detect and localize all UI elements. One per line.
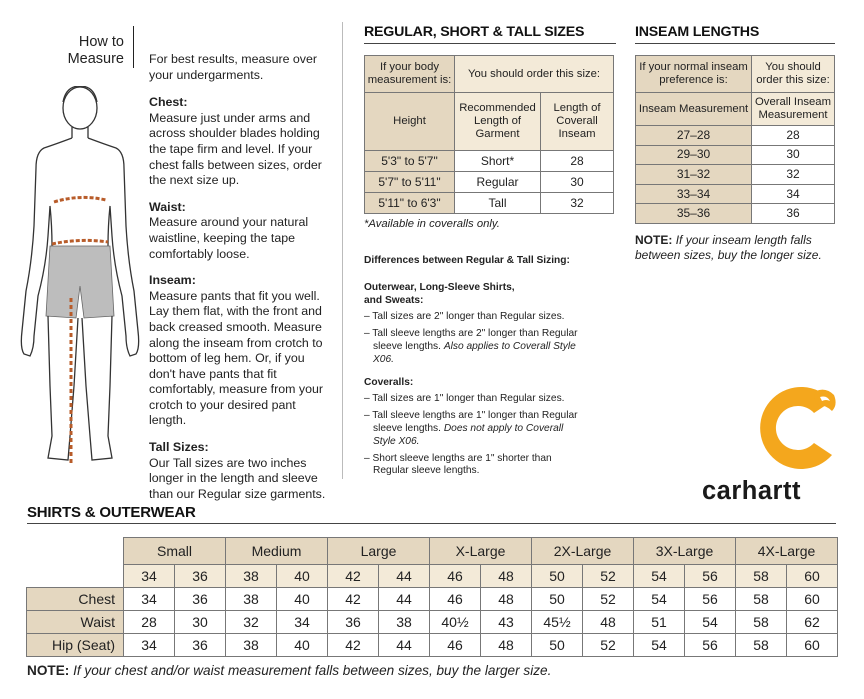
measurement-cell: 36 xyxy=(175,588,226,611)
measurement-cell: 60 xyxy=(787,634,838,657)
list-item: – Tall sizes are 1" longer than Regular sizes. xyxy=(364,393,565,405)
measurement-cell: 48 xyxy=(583,611,634,634)
inseam-note xyxy=(635,233,835,263)
measurement-cell: 58 xyxy=(736,588,787,611)
measurement-cell: 48 xyxy=(481,588,532,611)
coverall-cell: 28 xyxy=(541,151,614,172)
differences-heading: Differences between Regular & Tall Sizing: xyxy=(364,255,570,266)
header-inseam-measurement: Inseam Measurement xyxy=(636,93,752,126)
measurement-cell: 40 xyxy=(277,588,328,611)
inseam-order-cell: 34 xyxy=(752,184,835,204)
measurement-cell: 48 xyxy=(481,634,532,657)
header-coverall-inseam: Length of Coverall Inseam xyxy=(541,93,614,151)
inseam-table xyxy=(635,55,835,224)
measurement-cell: 50 xyxy=(532,634,583,657)
outerwear-group xyxy=(364,282,584,367)
outerwear-title-line2: and Sweats: xyxy=(364,294,424,306)
inseam-order-cell: 28 xyxy=(752,126,835,146)
header-if-measurement: If your body measurement is: xyxy=(365,56,455,93)
size-number: 40 xyxy=(277,565,328,588)
inseam-title: INSEAM LENGTHS xyxy=(635,24,760,40)
measurement-cell: 36 xyxy=(175,634,226,657)
size-number: 60 xyxy=(787,565,838,588)
carhartt-c-logo xyxy=(754,383,836,473)
inseam-instructions xyxy=(149,273,331,429)
header-order-size: You should order this size: xyxy=(455,56,614,93)
size-number: 54 xyxy=(634,565,685,588)
size-number: 42 xyxy=(328,565,379,588)
garment-cell: Tall xyxy=(455,193,541,214)
carhartt-wordmark: carhartt xyxy=(702,477,801,505)
coveralls-group xyxy=(364,377,584,479)
shirts-outerwear-table xyxy=(26,537,838,657)
waist-text: Measure around your natural waistline, keeping the tape comfortably loose. xyxy=(149,215,309,261)
inseam-note-text: If your inseam length falls between sizes, buy the longer size. xyxy=(635,233,822,262)
measurement-cell: 58 xyxy=(736,611,787,634)
table-row xyxy=(365,172,614,193)
table-row xyxy=(636,165,835,185)
body-figure-illustration xyxy=(16,86,144,471)
measurement-cell: 32 xyxy=(226,611,277,634)
table-row xyxy=(27,588,838,611)
measurement-cell: 30 xyxy=(175,611,226,634)
coverall-cell: 32 xyxy=(541,193,614,214)
list-item: – Short sleeve lengths are 1" shorter than Regular sleeve lengths. xyxy=(364,452,552,477)
measurement-cell: 28 xyxy=(124,611,175,634)
shirts-title: SHIRTS & OUTERWEAR xyxy=(27,504,196,521)
garment-cell: Short* xyxy=(455,151,541,172)
tall-sizes-instructions xyxy=(149,440,331,502)
inseam-pref-cell: 31–32 xyxy=(636,165,752,185)
chest-text: Measure just under arms and across shoulder blades holding the tape firm and level. If your chest falls between sizes, order the next size up. xyxy=(149,110,322,188)
height-cell: 5'11" to 6'3" xyxy=(365,193,455,214)
height-cell: 5'7" to 5'11" xyxy=(365,172,455,193)
instructions-intro: For best results, measure over your undergarments. xyxy=(149,52,318,82)
measurement-cell: 44 xyxy=(379,588,430,611)
size-number: 36 xyxy=(175,565,226,588)
size-number: 46 xyxy=(430,565,481,588)
column-divider xyxy=(342,22,343,479)
how-to-measure-title xyxy=(40,34,124,68)
size-header: Large xyxy=(328,538,430,565)
inseam-pref-cell: 27–28 xyxy=(636,126,752,146)
inseam-order-cell: 32 xyxy=(752,165,835,185)
garment-cell: Regular xyxy=(455,172,541,193)
size-header: X-Large xyxy=(430,538,532,565)
waist-heading: Waist: xyxy=(149,199,186,214)
measurement-cell: 36 xyxy=(328,611,379,634)
measurement-cell: 60 xyxy=(787,588,838,611)
header-inseam-order: You should order this size: xyxy=(752,56,835,93)
size-number: 44 xyxy=(379,565,430,588)
measurement-cell: 42 xyxy=(328,634,379,657)
inseam-text: Measure pants that fit you well. Lay them flat, with the front and back creased smooth. Measure along the inseam from crotch to bottom of leg hem. Or, if you don't have pants that fit comfortably, measure from your crotch to your desired pant length. xyxy=(149,288,323,428)
inseam-title-underline xyxy=(635,43,835,44)
size-number: 52 xyxy=(583,565,634,588)
tall-sizes-heading: Tall Sizes: xyxy=(149,440,209,455)
chest-instructions xyxy=(149,95,331,189)
sizing-differences xyxy=(364,255,584,488)
header-garment-length: Recommended Length of Garment xyxy=(455,93,541,151)
shirts-note xyxy=(27,663,551,678)
measurement-cell: 56 xyxy=(685,588,736,611)
list-item: – Tall sizes are 2" longer than Regular sizes. xyxy=(364,311,565,323)
measurement-cell: 38 xyxy=(226,588,277,611)
measurement-cell: 54 xyxy=(634,634,685,657)
blank-corner xyxy=(27,538,124,565)
measurement-cell: 44 xyxy=(379,634,430,657)
outerwear-title-line1: Outerwear, Long-Sleeve Shirts, xyxy=(364,281,515,293)
size-header: 4X-Large xyxy=(736,538,838,565)
measurement-cell: 46 xyxy=(430,588,481,611)
measurement-cell: 34 xyxy=(277,611,328,634)
table-row xyxy=(27,611,838,634)
measurement-cell: 38 xyxy=(379,611,430,634)
measurement-cell: 51 xyxy=(634,611,685,634)
shirts-note-text: If your chest and/or waist measurement falls between sizes, buy the larger size. xyxy=(73,663,552,678)
measurement-cell: 58 xyxy=(736,634,787,657)
measurement-cell: 34 xyxy=(124,588,175,611)
blank-corner xyxy=(27,565,124,588)
tall-sizes-text: Our Tall sizes are two inches longer in the length and sleeve than our Regular size garments. xyxy=(149,455,326,501)
measurement-cell: 54 xyxy=(634,588,685,611)
table-row xyxy=(636,145,835,165)
inseam-order-cell: 30 xyxy=(752,145,835,165)
table-row xyxy=(365,151,614,172)
table-row xyxy=(636,184,835,204)
measurement-cell: 52 xyxy=(583,588,634,611)
size-number: 50 xyxy=(532,565,583,588)
measurement-cell: 62 xyxy=(787,611,838,634)
list-item: – Tall sleeve lengths are 2" longer than Regular sleeve lengths. Also applies to Coverall Style X06. xyxy=(364,328,578,365)
measurement-instructions xyxy=(149,52,331,513)
chest-heading: Chest: xyxy=(149,95,188,110)
inseam-note-label: NOTE: xyxy=(635,233,673,247)
measurement-cell: 42 xyxy=(328,588,379,611)
header-height: Height xyxy=(365,93,455,151)
list-item: – Tall sleeve lengths are 1" longer than Regular sleeve lengths. Does not apply to Coverall Style X06. xyxy=(364,410,578,447)
measurement-cell: 52 xyxy=(583,634,634,657)
title-divider xyxy=(133,26,134,68)
regular-tall-title-underline xyxy=(364,43,616,44)
row-label: Waist xyxy=(27,611,124,634)
measurement-cell: 43 xyxy=(481,611,532,634)
row-label: Chest xyxy=(27,588,124,611)
shirts-title-underline xyxy=(27,523,836,524)
measurement-cell: 50 xyxy=(532,588,583,611)
measurement-cell: 40 xyxy=(277,634,328,657)
size-number: 38 xyxy=(226,565,277,588)
header-overall-inseam: Overall Inseam Measurement xyxy=(752,93,835,126)
height-cell: 5'3" to 5'7" xyxy=(365,151,455,172)
coverall-cell: 30 xyxy=(541,172,614,193)
inseam-pref-cell: 33–34 xyxy=(636,184,752,204)
row-label: Hip (Seat) xyxy=(27,634,124,657)
regular-tall-table xyxy=(364,55,614,214)
how-to-measure-title-line1: How to xyxy=(78,34,124,50)
table-row xyxy=(27,634,838,657)
measurement-cell: 34 xyxy=(124,634,175,657)
inseam-order-cell: 36 xyxy=(752,204,835,224)
inseam-pref-cell: 29–30 xyxy=(636,145,752,165)
size-header: 3X-Large xyxy=(634,538,736,565)
table-row xyxy=(636,204,835,224)
size-number: 58 xyxy=(736,565,787,588)
how-to-measure-title-line2: Measure xyxy=(67,51,124,67)
size-number: 56 xyxy=(685,565,736,588)
size-header: Medium xyxy=(226,538,328,565)
regular-tall-title: REGULAR, SHORT & TALL SIZES xyxy=(364,24,585,40)
inseam-heading: Inseam: xyxy=(149,273,196,288)
header-inseam-preference: If your normal inseam preference is: xyxy=(636,56,752,93)
measurement-cell: 40½ xyxy=(430,611,481,634)
size-number: 48 xyxy=(481,565,532,588)
availability-footnote: *Available in coveralls only. xyxy=(364,218,500,230)
inseam-pref-cell: 35–36 xyxy=(636,204,752,224)
table-row xyxy=(636,126,835,146)
measurement-cell: 46 xyxy=(430,634,481,657)
size-header: 2X-Large xyxy=(532,538,634,565)
measurement-cell: 45½ xyxy=(532,611,583,634)
measurement-cell: 54 xyxy=(685,611,736,634)
waist-instructions xyxy=(149,200,331,262)
measurement-cell: 56 xyxy=(685,634,736,657)
table-row xyxy=(365,193,614,214)
measurement-cell: 38 xyxy=(226,634,277,657)
shirts-note-label: NOTE: xyxy=(27,663,70,678)
size-number: 34 xyxy=(124,565,175,588)
size-header: Small xyxy=(124,538,226,565)
coveralls-title: Coveralls: xyxy=(364,376,414,388)
